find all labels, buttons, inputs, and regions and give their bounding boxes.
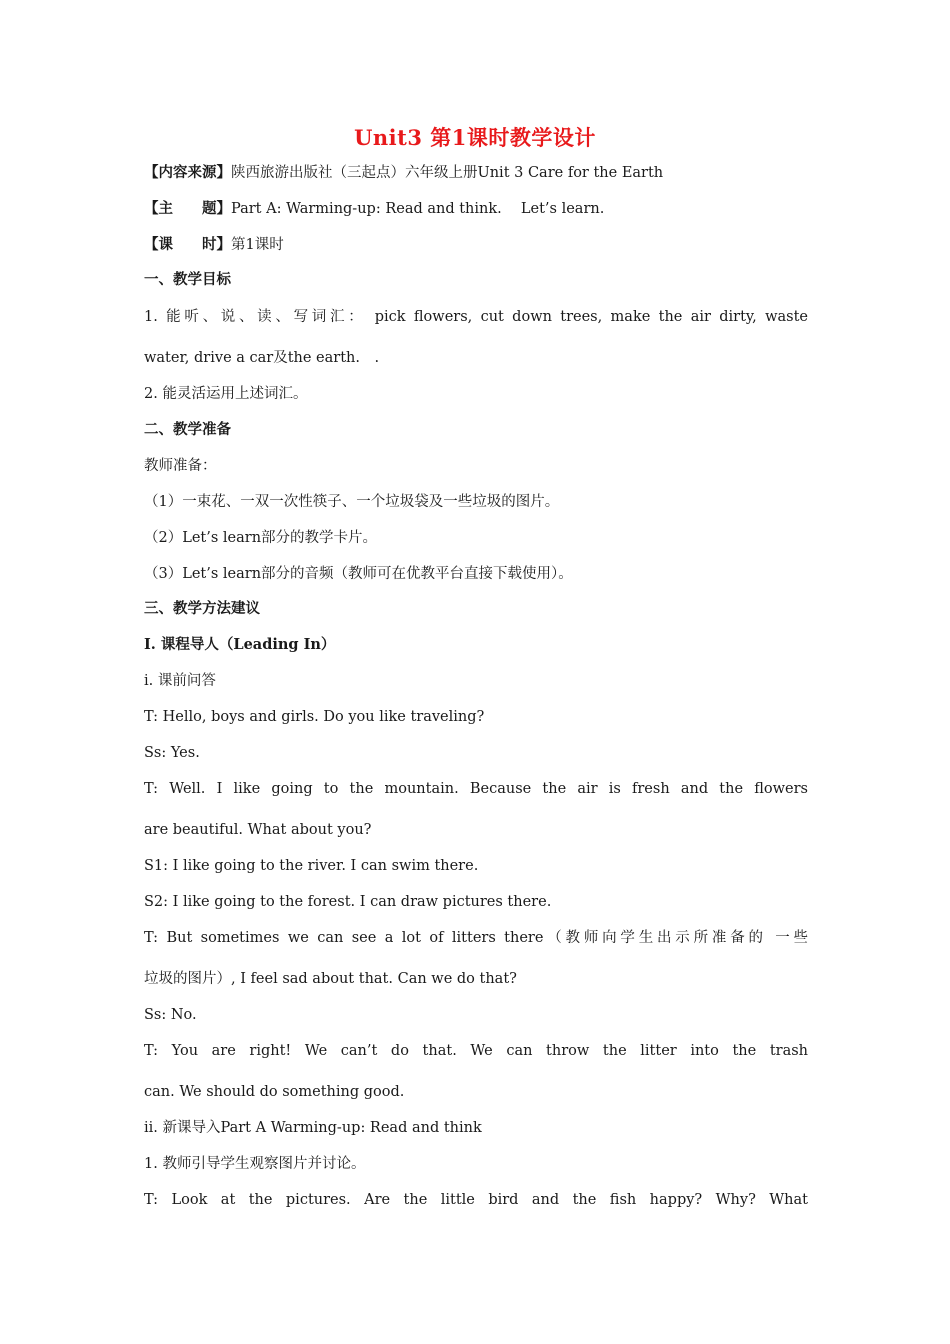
page-title: Unit3 第1课时教学设计	[354, 125, 596, 150]
body-line: T: Well. I like going to the mountain. Because the air is fresh and the flowers	[144, 781, 808, 797]
topic-value: Part A: Warming-up: Read and think. Let’s learn.	[231, 201, 605, 217]
body-line: 教师准备：	[144, 458, 217, 474]
body-line: water, drive a car及the earth. .	[144, 350, 380, 366]
period-value: 第1课时	[231, 237, 284, 253]
body-line: （2）Let’s learn部分的教学卡片。	[144, 530, 378, 546]
body-line: i. 课前问答	[144, 673, 216, 689]
body-line: （3）Let’s learn部分的音频（教师可在优教平台直接下载使用）。	[144, 566, 573, 582]
meta-topic	[144, 199, 808, 219]
meta-period	[144, 235, 808, 255]
body-line: 2. 能灵活运用上述词汇。	[144, 386, 308, 402]
body-line: T: Hello, boys and girls. Do you like traveling?	[144, 709, 485, 725]
body-line: Ss: Yes.	[144, 745, 200, 761]
body-line: T: Look at the pictures. Are the little bird and the fish happy? Why? What	[144, 1192, 808, 1208]
source-label: 【内容来源】	[144, 164, 231, 181]
body-line: T: You are right! We can’t do that. We can throw the litter into the trash	[144, 1043, 808, 1059]
topic-label: 【主 题】	[144, 200, 231, 217]
body-line: 二、教学准备	[144, 421, 231, 438]
body-line: ii. 新课导入Part A Warming-up: Read and think	[144, 1120, 482, 1136]
body-line: 一、教学目标	[144, 271, 231, 288]
body-line: are beautiful. What about you?	[144, 822, 372, 838]
body-line: Ss: No.	[144, 1007, 197, 1023]
body-line: （1）一束花、一双一次性筷子、一个垃圾袋及一些垃圾的图片。	[144, 494, 560, 510]
body-line: 1. 教师引导学生观察图片并讨论。	[144, 1156, 366, 1172]
body-line: T: But sometimes we can see a lot of litters there（教师向学生出示所准备的 一些	[144, 930, 808, 946]
body-line: 三、教学方法建议	[144, 600, 260, 617]
source-value: 陕西旅游出版社（三起点）六年级上册Unit 3 Care for the Earth	[231, 165, 664, 181]
period-label: 【课 时】	[144, 236, 231, 253]
body-line: I. 课程导人（Leading In）	[144, 636, 336, 653]
meta-source	[144, 163, 808, 183]
body-line: can. We should do something good.	[144, 1084, 405, 1100]
body-line: 1. 能听、说、读、写词汇： pick flowers, cut down trees, make the air dirty, waste	[144, 309, 808, 325]
body-line: 垃圾的图片）, I feel sad about that. Can we do that?	[144, 971, 517, 987]
body-line: S2: I like going to the forest. I can draw pictures there.	[144, 894, 552, 910]
body-line: S1: I like going to the river. I can swim there.	[144, 858, 479, 874]
